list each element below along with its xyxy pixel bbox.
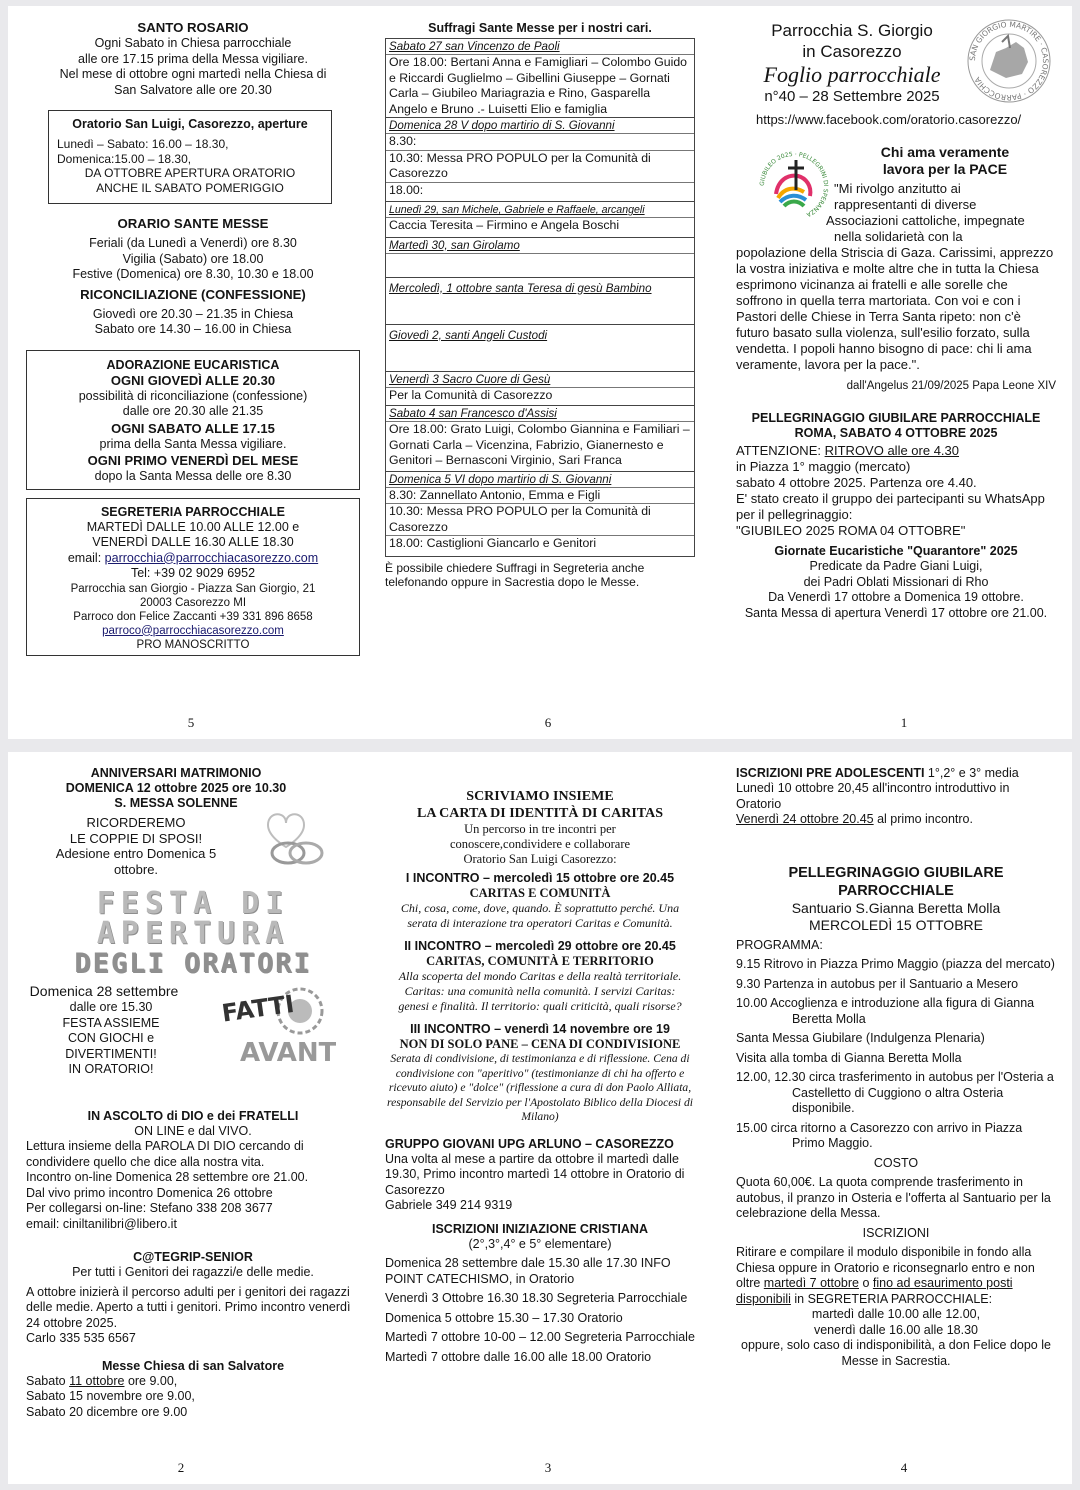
caritas-intro-line: conoscere,condividere e collaborare	[449, 837, 631, 851]
festa-line: dalle ore 15.30	[69, 1000, 153, 1014]
mass-day: Domenica 28 V dopo martirio di S. Giovanni	[389, 119, 615, 132]
iscrizioni-time: venerdì dalle 16.00 alle 18.30	[813, 1322, 978, 1337]
programma-item: 10.00 Accoglienza e introduzione alla figura di Gianna Beretta Molla	[736, 996, 1035, 1026]
categrip-text: A ottobre inizierà il percorso adulti per i genitori dei ragazzi delle medie. Aperto a tutti i genitori. Primo incontro venerdì 24 ottobre 2025.	[26, 1284, 351, 1330]
costo-label: COSTO	[873, 1155, 919, 1170]
ascolto-line: Incontro on-line Domenica 28 settembre ore 21.00.	[26, 1170, 309, 1184]
adorazione-sabato: OGNI SABATO ALLE 17.15	[111, 420, 275, 436]
ascolto-line: Per collegarsi on-line: Stefano 338 208 3677	[26, 1201, 273, 1215]
caritas-intro	[385, 822, 695, 867]
salvatore-line: Sabato 20 dicembre ore 9.00	[26, 1404, 188, 1419]
jubilee-logo	[758, 150, 830, 222]
pace-text: rappresentanti di diverse	[834, 197, 977, 212]
pellegrinaggio-line: in Piazza 1° maggio (mercato)	[736, 459, 911, 474]
mesero-header	[736, 864, 1056, 934]
rosario-text	[26, 36, 360, 98]
pellegrinaggio-title: PELLEGRINAGGIO GIUBILARE PARROCCHIALE	[751, 411, 1041, 425]
suffragi-note: È possibile chiedere Suffragi in Segreteria anche telefonando oppure in Sacrestia dopo le Messe.	[385, 560, 645, 589]
festa-line: FESTA ASSIEME	[62, 1015, 160, 1030]
preadolescenti-title: ISCRIZIONI PRE ADOLESCENTI	[736, 766, 925, 780]
salvatore-line: Sabato 11 ottobre ore 9.00,	[26, 1373, 178, 1388]
masthead-text	[736, 20, 968, 106]
preadolescenti-line: Venerdì 24 ottobre 20.45 al primo incontro.	[736, 812, 973, 826]
anniversari-line: ottobre.	[113, 861, 159, 877]
pellegrinaggio-date: ROMA, SABATO 4 OTTOBRE 2025	[794, 426, 998, 440]
iscrizioni-text: Ritirare e compilare il modulo disponibile in fondo alla Chiesa oppure in Oratorio e riconsegnarlo entro e non oltre martedì 7 ottobre o fino ad esaurimento posti disponibili in SEGRETERIA PARROCCHIALE:	[736, 1245, 1035, 1306]
iscrizioni-label: ISCRIZIONI	[862, 1225, 930, 1240]
adorazione-venerdi: OGNI PRIMO VENERDÌ DEL MESE	[87, 453, 299, 468]
mass-intention-empty	[386, 296, 694, 324]
anniversari-body	[26, 815, 360, 883]
mesero-title: PARROCCHIALE	[838, 882, 954, 899]
ascolto-email: email: ciniltanilibri@libero.it	[26, 1216, 177, 1231]
parish-name: Parrocchia S. Giorgio	[771, 21, 933, 40]
segreteria-phone: Tel: +39 02 9029 6952	[130, 566, 256, 580]
pellegrinaggio-line: E' stato creato il gruppo dei partecipanti su WhatsApp per il pellegrinaggio:	[736, 491, 1045, 522]
caritas-intro-line: Oratorio San Luigi Casorezzo:	[463, 852, 617, 866]
pace-text: popolazione della Striscia di Gaza. Carissimi, apprezzo la vostra iniziativa e molte altre che in tutta la Chiesa esprimono vicinanza ai fratelli e alle sorelle che soffrono in quella terra martoriata. Con voi e con i Pastori delle Chiese in Terra Santa ripeto: non c'è futuro basato sulla violenza, sull'esilio forzato, sulla vendetta. I popoli hanno bisogno di pace: chi li ama veramente, lavora per la pace.".	[736, 245, 1054, 372]
mass-row	[386, 405, 694, 471]
salvatore-line: Sabato 15 novembre ore 9.00,	[26, 1389, 195, 1403]
pace-text: "Mi rivolgo anzitutto ai	[834, 181, 961, 196]
quarantore-line: Predicate da Padre Giani Luigi,	[809, 559, 983, 573]
iscrizioni-alternative: oppure, solo caso di indisponibilità, a don Felice dopo le Messe in Sacrestia.	[741, 1338, 1051, 1368]
anniversari-date: DOMENICA 12 ottobre 2025 ore 10.30	[65, 781, 287, 795]
incontro-2	[385, 939, 695, 1014]
riconciliazione-line: Giovedì ore 20.30 – 21.35 in Chiesa	[92, 306, 294, 321]
segreteria-email-link[interactable]: parrocchia@parrocchiacasorezzo.com	[104, 550, 319, 565]
rosario-line: Ogni Sabato in Chiesa parrocchiale	[94, 36, 292, 50]
riconciliazione-line: Sabato ore 14.30 – 16.00 in Chiesa	[94, 322, 292, 336]
page-number: 3	[544, 1460, 552, 1475]
segreteria-line: MARTEDÌ DALLE 10.00 ALLE 12.00 e	[86, 519, 300, 534]
mass-day: Venerdì 3 Sacro Cuore di Gesù	[389, 372, 551, 386]
mass-intention: Ore 18.00: Bertani Anna e Famigliari – Colombo Guido e Riccardi Guglielmo – Gibellini Giuseppe – Gornati Carla – Giubileo Mariagrazia e Rino, Gasparella Angelo e Bruno .- Luisetti Elio e famiglia	[386, 54, 694, 117]
caritas-intro-line: Un percorso in tre incontri per	[464, 822, 616, 836]
issue-number: n°40 – 28 Settembre 2025	[764, 88, 940, 105]
fatti-avanti-logo	[216, 981, 336, 1071]
adorazione-title: ADORAZIONE EUCARISTICA	[106, 357, 280, 372]
festa-logo-line: FESTA DI	[96, 886, 290, 921]
avanti-logo-word: AVANTI	[240, 1038, 336, 1068]
upg-section	[385, 1137, 695, 1214]
pace-section	[736, 144, 1056, 393]
programma-item: Visita alla tomba di Gianna Beretta Molla	[736, 1050, 962, 1065]
mass-row	[386, 371, 694, 406]
pace-text: Associazioni cattoliche, impegnate	[826, 213, 1025, 228]
anniversari-line: Adesione entro Domenica 5	[55, 846, 217, 861]
festa-logo-line: DEGLI ORATORI	[74, 948, 312, 979]
costo-text: Quota 60,00€. La quota comprende trasferimento in autobus, il pranzo in Osteria e l'offerta al Santuario per la celebrazione della Messa.	[736, 1175, 1051, 1220]
page-6	[385, 20, 695, 739]
festa-line: DIVERTIMENTI!	[65, 1046, 157, 1061]
categrip-section	[26, 1250, 360, 1347]
iscrizioni-line: Martedì 7 ottobre dalle 16.00 alle 18.00 Oratorio	[385, 1349, 652, 1364]
mass-day: Sabato 4 san Francesco d'Assisi	[389, 407, 557, 420]
ascolto-line: Dal vivo primo incontro Domenica 26 ottobre	[26, 1185, 273, 1200]
incontro-1	[385, 871, 695, 931]
segreteria-line: VENERDÌ DALLE 16.30 ALLE 18.30	[92, 535, 294, 549]
festa-text	[26, 983, 196, 1078]
riconciliazione-text	[26, 307, 360, 338]
pellegrinaggio-roma	[736, 411, 1056, 539]
festa-line: Domenica 28 settembre	[29, 983, 179, 999]
pace-text: nella solidarietà con la	[834, 229, 963, 244]
incontro-description: Alla scoperta del mondo Caritas e della realtà territoriale. Caritas: una comunità nella comunità. I servizi Caritas: genesi e finalità. Il territorio: quali criticità, quali risorse?	[398, 969, 682, 1013]
iscrizioni-line: Venerdì 3 Ottobre 16.30 18.30 Segreteria Parrocchiale	[385, 1291, 688, 1305]
categrip-subtitle: Per tutti i Genitori dei ragazzi/e delle medie.	[72, 1265, 314, 1279]
mesero-title: PELLEGRINAGGIO GIUBILARE	[788, 864, 1004, 881]
mass-intention: 10.30: Messa PRO POPULO per la Comunità di Casorezzo	[386, 150, 694, 182]
iscrizioni-subtitle: (2°,3°,4° e 5° elementare)	[468, 1236, 612, 1251]
anniversari-line: LE COPPIE DI SPOSI!	[69, 830, 203, 846]
rings-icon	[248, 805, 338, 880]
incontro-heading: I INCONTRO – mercoledì 15 ottobre ore 20.45	[405, 871, 675, 885]
masses-table	[385, 38, 695, 557]
quarantore-line: Santa Messa di apertura Venerdì 17 ottobre ore 21.00.	[744, 605, 1048, 620]
salvatore-title: Messe Chiesa di san Salvatore	[101, 1358, 285, 1373]
masthead	[736, 20, 1056, 130]
oratorio-line: Lunedì – Sabato: 16.00 – 18.30,	[57, 137, 229, 151]
parroco-contact: Parroco don Felice Zaccanti +39 331 896 8658	[73, 610, 313, 623]
mass-day: Giovedì 2, santi Angeli Custodi	[389, 328, 548, 342]
programma-item: 9.15 Ritrovo in Piazza Primo Maggio (piazza del mercato)	[736, 957, 1055, 971]
ascolto-section	[26, 1109, 360, 1232]
mass-day: Mercoledì, 1 ottobre santa Teresa di gesù Bambino	[389, 281, 652, 295]
adorazione-line: dopo la Santa Messa delle ore 8.30	[94, 469, 292, 483]
anniversari-mass: S. MESSA SOLENNE	[114, 796, 238, 810]
page-4	[736, 766, 1056, 1484]
quarantore-section	[736, 543, 1056, 621]
suffragi-title: Suffragi Sante Messe per i nostri cari.	[428, 21, 652, 35]
mass-day: Martedì 30, san Girolamo	[389, 238, 520, 252]
ritrovo-time: RITROVO alle ore 4.30	[824, 443, 959, 458]
rosario-line: Nel mese di ottobre ogni martedì nella Chiesa di	[59, 67, 327, 81]
festa-logo	[26, 886, 360, 979]
quarantore-title: Giornate Eucaristiche "Quarantore" 2025	[774, 544, 1018, 558]
mass-row	[386, 237, 694, 277]
adorazione-line: possibilità di riconciliazione (confessione)	[78, 388, 308, 403]
page-number: 6	[544, 715, 552, 730]
fatti-logo-word: FATTI	[220, 989, 296, 1028]
mass-row	[386, 201, 694, 237]
iscrizioni-line: Domenica 28 settembre dale 15.30 alle 17.30 INFO POINT CATECHISMO, in Oratorio	[385, 1256, 671, 1286]
facebook-link[interactable]: https://www.facebook.com/oratorio.casorezzo/	[756, 112, 1022, 127]
mesero-date: MERCOLEDÌ 15 OTTOBRE	[808, 916, 983, 933]
mass-row	[386, 471, 694, 556]
pace-heading-block	[826, 144, 1056, 245]
adorazione-line: prima della Santa Messa vigiliare.	[99, 436, 287, 451]
anniversari-title: ANNIVERSARI MATRIMONIO	[90, 766, 262, 780]
page-number: 1	[900, 715, 908, 730]
orario-line: Festive (Domenica) ore 8.30, 10.30 e 18.00	[72, 267, 314, 281]
programma-item: 12.00, 12.30 circa trasferimento in autobus per l'Osteria a Castelletto di Cuggiono o altra Osteria disponibile.	[736, 1070, 1054, 1115]
categrip-contact: Carlo 335 535 6567	[26, 1331, 136, 1345]
mass-intention-empty	[386, 343, 694, 371]
rosario-title: SANTO ROSARIO	[137, 20, 249, 35]
incontro-title: CARITAS, COMUNITÀ E TERRITORIO	[426, 954, 654, 968]
mass-row	[386, 117, 694, 201]
pace-source: dall'Angelus 21/09/2025 Papa Leone XIV	[846, 380, 1056, 392]
mass-day: Lunedì 29, san Michele, Gabriele e Raffaele, arcangeli	[389, 204, 645, 216]
programma-label: PROGRAMMA:	[736, 937, 823, 952]
festa-logo-line: APERTURA	[96, 916, 290, 951]
segreteria-title: SEGRETERIA PARROCCHIALE	[100, 504, 286, 519]
mass-row	[386, 39, 694, 117]
incontro-heading: III INCONTRO – venerdì 14 novembre ore 19	[410, 1022, 670, 1036]
festa-body	[26, 983, 360, 1083]
upg-text: Una volta al mese a partire da ottobre il martedì dalle 19.30, Primo incontro martedì 14 ottobre in Oratorio di Casorezzo	[385, 1151, 685, 1197]
sheet-bottom	[8, 752, 1072, 1484]
orario-line: Feriali (da Lunedì a Venerdì) ore 8.30	[89, 236, 297, 250]
ritrovo-line	[736, 443, 1056, 459]
segreteria-address: Parrocchia san Giorgio - Piazza San Giorgio, 21	[70, 582, 316, 595]
ascolto-text: Lettura insieme della PAROLA DI DIO cercando di condividere quello che dice alla nostra vita.	[26, 1139, 304, 1169]
attenzione-label: ATTENZIONE:	[736, 443, 825, 458]
iscrizioni-title: ISCRIZIONI INIZIAZIONE CRISTIANA	[432, 1221, 648, 1236]
mass-day: Sabato 27 san Vincenzo de Paoli	[389, 40, 560, 53]
oratorio-line: Domenica:15.00 – 18.30,	[57, 151, 192, 166]
orario-text	[26, 236, 360, 283]
anniversari-text	[26, 815, 246, 877]
segreteria-address: 20003 Casorezzo MI	[139, 596, 247, 609]
anniversari-line: RICORDEREMO	[86, 815, 186, 830]
pace-title: lavora per la PACE	[882, 161, 1008, 177]
page-5	[26, 20, 360, 739]
ascolto-title: IN ASCOLTO di DIO e dei FRATELLI	[87, 1109, 299, 1123]
mass-day: Domenica 5 VI dopo martirio di S. Giovanni	[389, 472, 612, 486]
segreteria-box	[26, 498, 360, 656]
programma	[736, 938, 1056, 1152]
page-number: 5	[187, 715, 195, 730]
incontro-description: Serata di condivisione, di testimonianza e di riflessione. Cena di condivisione con "aperitivo" (testimonianze di chi ha offerto e ricevuto aiuto) e "dolce" (riflessione a cura di don Paolo Alliata, responsabile del Servizio per l'Apostolato Biblico della Diocesi di Milano)	[386, 1052, 694, 1123]
parroco-email-link[interactable]: parroco@parrocchiacasorezzo.com	[102, 624, 284, 637]
orario-title: ORARIO SANTE MESSE	[117, 216, 269, 231]
mass-row	[386, 277, 694, 324]
pace-title: Chi ama veramente	[880, 144, 1010, 160]
oratorio-line: ANCHE IL SABATO POMERIGGIO	[96, 180, 284, 195]
incontro-title: NON DI SOLO PANE – CENA DI CONDIVISIONE	[399, 1037, 681, 1051]
email-label: email:	[67, 550, 105, 565]
categrip-title: C@TEGRIP-SENIOR	[133, 1250, 253, 1264]
upg-title: GRUPPO GIOVANI UPG ARLUNO – CASOREZZO	[385, 1136, 674, 1151]
adorazione-line: dalle ore 20.30 alle 21.35	[122, 404, 264, 418]
page-number: 4	[900, 1460, 908, 1475]
mass-intention: 18.00: Castiglioni Giancarlo e Genitori	[386, 535, 694, 556]
rosario-line: alle ore 17.15 prima della Messa vigiliare.	[78, 51, 308, 66]
quarantore-line: Da Venerdì 17 ottobre a Domenica 19 ottobre.	[768, 590, 1024, 604]
iscrizioni-iniziazione	[385, 1222, 695, 1366]
mass-intention: Per la Comunità di Casorezzo	[386, 387, 694, 406]
parish-seal-logo	[966, 18, 1052, 104]
preadolescenti-line: Lunedì 10 ottobre 20,45 all'incontro introduttivo in Oratorio	[736, 781, 1010, 811]
incontro-heading: II INCONTRO – mercoledì 29 ottobre ore 20.45	[404, 939, 676, 953]
salvatore-section	[26, 1359, 360, 1421]
programma-item: Santa Messa Giubilare (Indulgenza Plenaria)	[736, 1031, 985, 1045]
mass-intention: Caccia Teresita – Firmino e Angela Boschi	[386, 217, 694, 237]
orario-line: Vigilia (Sabato) ore 18.00	[122, 251, 264, 266]
pellegrinaggio-line: "GIUBILEO 2025 ROMA 04 OTTOBRE"	[736, 523, 966, 538]
preadolescenti-classes: 1°,2° e 3° media	[924, 766, 1019, 780]
pellegrinaggio-line: sabato 4 ottobre 2025. Partenza ore 4.40.	[736, 475, 977, 490]
parish-town: in Casorezzo	[802, 42, 902, 61]
iscrizioni-line: Martedì 7 ottobre 10-00 – 12.00 Segreteria Parrocchiale	[385, 1330, 695, 1344]
rosario-line: San Salvatore alle ore 20.30	[114, 82, 272, 97]
incontro-title: CARITAS E COMUNITÀ	[469, 886, 611, 900]
incontro-3	[385, 1022, 695, 1125]
iscrizioni-line: Domenica 5 ottobre 15.30 – 17.30 Oratorio	[385, 1310, 623, 1325]
adorazione-giovedi: OGNI GIOVEDÌ ALLE 20.30	[110, 372, 276, 388]
adorazione-box	[26, 350, 360, 490]
programma-item: 15.00 circa ritorno a Casorezzo con arrivo in Piazza Primo Maggio.	[736, 1120, 1023, 1150]
page-2	[26, 766, 360, 1484]
caritas-title: SCRIVIAMO INSIEME	[466, 789, 614, 804]
oratorio-box	[48, 110, 332, 204]
mass-intention: Ore 18.00: Grato Luigi, Colombo Giannina e Familiari – Gornati Carla – Vicenzina, Fabrizio, Gianernesto e Genitori – Bernasconi Virginio, Sari Franca	[386, 421, 694, 471]
oratorio-line: DA OTTOBRE APERTURA ORATORIO	[84, 166, 296, 180]
mass-intention: 8.30: Zannellato Antonio, Emma e Figli	[386, 487, 694, 504]
jubilee-text: GIUBILEO 2025 · PELLEGRINI DI SPERANZA	[758, 150, 830, 218]
mass-intention-empty	[386, 253, 694, 277]
festa-line: CON GIOCHI e	[67, 1031, 155, 1045]
sheet-top	[8, 6, 1072, 739]
iscrizioni-time: martedì dalle 10.00 alle 12.00,	[811, 1307, 981, 1321]
mass-row	[386, 324, 694, 371]
preadolescenti-title-row	[736, 766, 1056, 781]
ascolto-subtitle: ON LINE e dal VIVO.	[134, 1124, 252, 1138]
mesero-place: Santuario S.Gianna Beretta Molla	[791, 899, 1001, 916]
incontro-description: Chi, cosa, come, dove, quando. È soprattutto perché. Una serata di interazione tra operatori Caritas e Comunità.	[400, 901, 680, 930]
oratorio-title: Oratorio San Luigi, Casorezzo, aperture	[72, 117, 308, 131]
pro-manoscritto: PRO MANOSCRITTO	[136, 638, 250, 651]
caritas-subtitle: LA CARTA DI IDENTITÀ DI CARITAS	[417, 806, 663, 821]
upg-contact: Gabriele 349 214 9319	[385, 1198, 513, 1212]
festa-line: IN ORATORIO!	[68, 1062, 154, 1076]
mass-intention: 18.00:	[386, 182, 694, 202]
mass-intention: 8.30:	[386, 133, 694, 150]
page-number: 2	[177, 1460, 185, 1475]
foglio-title: Foglio parrocchiale	[763, 62, 941, 87]
segreteria-email-row	[31, 551, 355, 567]
mass-intention: 10.30: Messa PRO POPULO per la Comunità di Casorezzo	[386, 503, 694, 535]
quarantore-line: dei Padri Oblati Missionari di Rho	[803, 574, 989, 589]
riconciliazione-title: RICONCILIAZIONE (CONFESSIONE)	[80, 286, 306, 302]
page-1	[736, 20, 1056, 739]
seal-text: SAN GIORGIO MARTIRE · CASOREZZO · PARROCCHIA	[967, 19, 1051, 103]
programma-item: 9.30 Partenza in autobus per il Santuario a Mesero	[736, 976, 1019, 991]
page-3	[385, 766, 695, 1484]
